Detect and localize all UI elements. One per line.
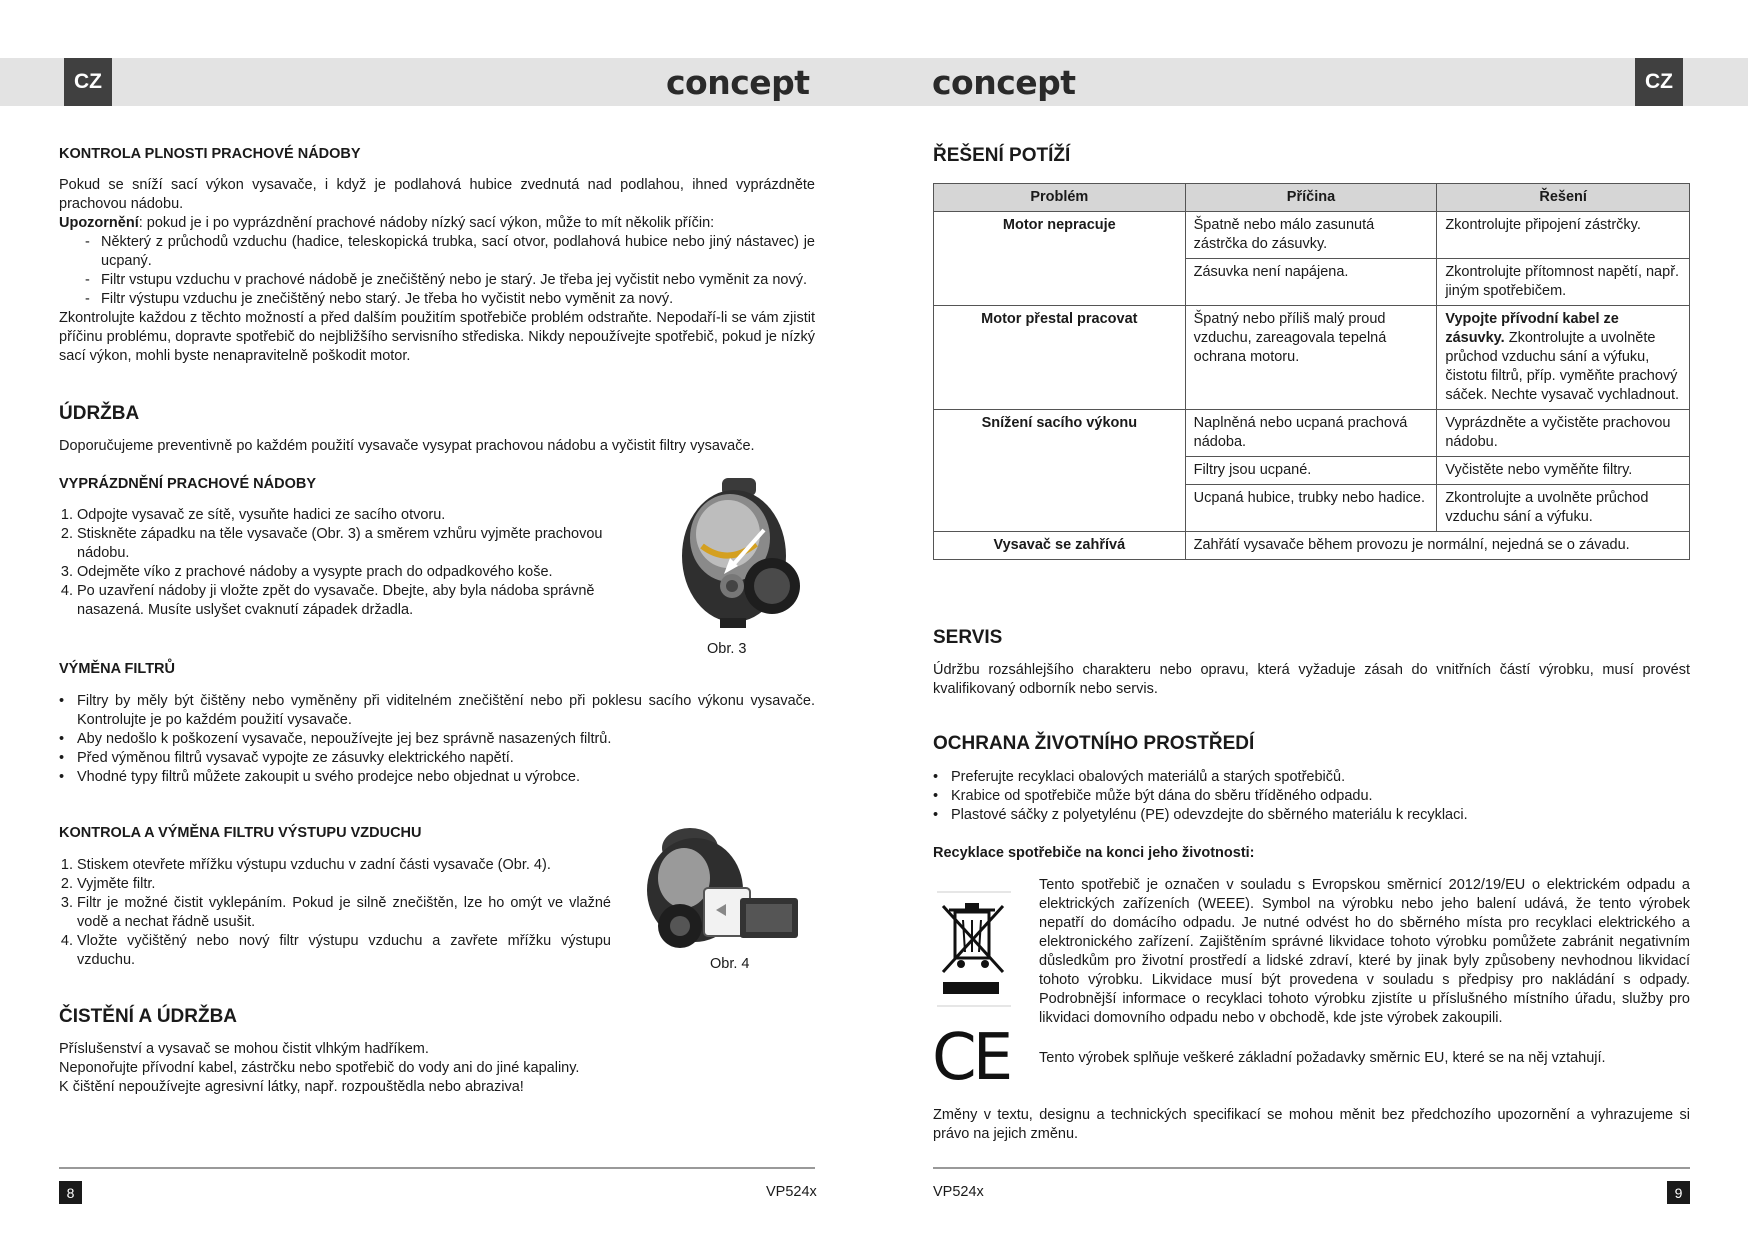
table-row bbox=[934, 212, 1690, 259]
solution-cell: Vyčistěte nebo vyměňte filtry. bbox=[1437, 457, 1690, 485]
bullet-item: • Plastové sáčky z polyetylénu (PE) odevzdejte do sběrného materiálu k recyklaci. bbox=[933, 806, 1690, 825]
figure-4-filter-image bbox=[640, 818, 804, 956]
figure-4-caption: Obr. 4 bbox=[710, 956, 750, 972]
cleaning-line: Neponořujte přívodní kabel, zástrčku nebo spotřebič do vody ani do jiné kapaliny. bbox=[59, 1060, 580, 1076]
cleaning-body bbox=[59, 1040, 815, 1097]
note-label: Upozornění bbox=[59, 215, 139, 231]
bullet-item: • Vhodné typy filtrů můžete zakoupit u svého prodejce nebo objednat u výrobce. bbox=[59, 768, 815, 787]
lang-badge-right: CZ bbox=[1635, 58, 1683, 106]
figure-3-caption: Obr. 3 bbox=[707, 641, 747, 657]
page-number-right: 9 bbox=[1667, 1181, 1690, 1204]
section-title-service: SERVIS bbox=[933, 627, 1003, 648]
header-band bbox=[0, 58, 1748, 106]
logo-right: concept bbox=[932, 62, 1076, 102]
dust-check-paragraph: Pokud se sníží sací výkon vysavače, i když je podlahová hubice zvednutá nad podlahou, ihned vyprázdněte prachovou nádobu. bbox=[59, 177, 815, 212]
step-item: 1. Stiskem otevřete mřížku výstupu vzduchu v zadní části vysavače (Obr. 4). bbox=[77, 856, 611, 875]
footer-rule-right bbox=[933, 1167, 1690, 1169]
troubleshooting-table bbox=[933, 183, 1690, 560]
column-header: Řešení bbox=[1437, 184, 1690, 212]
logo-left: concept bbox=[666, 62, 810, 102]
table-row bbox=[934, 410, 1690, 457]
section-title-outlet-filter: KONTROLA A VÝMĚNA FILTRU VÝSTUPU VZDUCHU bbox=[59, 825, 422, 841]
model-right: VP524x bbox=[933, 1184, 984, 1200]
problem-cell: Vysavač se zahřívá bbox=[934, 532, 1186, 560]
column-header: Příčina bbox=[1185, 184, 1437, 212]
bullet-item: • Preferujte recyklaci obalových materiálů a starých spotřebičů. bbox=[933, 768, 1690, 787]
environment-bullets bbox=[933, 768, 1690, 825]
solution-cell: Vyprázdněte a vyčistěte prachovou nádobu. bbox=[1437, 410, 1690, 457]
step-item: 3. Filtr je možné čistit vyklepáním. Pokud je silně znečištěn, lze ho omýt ve vlažné vodě a nechat řádně usušit. bbox=[77, 894, 611, 932]
cause-cell: Zásuvka není napájena. bbox=[1185, 259, 1437, 306]
cause-cell: Špatný nebo příliš malý proud vzduchu, zareagovala tepelná ochrana motoru. bbox=[1185, 306, 1437, 410]
solution-text: Zkontrolujte a uvolněte průchod vzduchu sání a výfuku, čistotu filtrů, příp. vyměňte prachový sáček. Nechte vysavač vychladnout. bbox=[1445, 330, 1680, 403]
column-header: Problém bbox=[934, 184, 1186, 212]
page-number-left: 8 bbox=[59, 1181, 82, 1204]
step-item: 2. Stiskněte západku na těle vysavače (Obr. 3) a směrem vzhůru vyjměte prachovou nádobu. bbox=[77, 525, 629, 563]
table-row bbox=[934, 532, 1690, 560]
changes-paragraph: Změny v textu, designu a technických specifikací se mohou měnit bez předchozího upozornění a vyhrazujeme si právo na jejich změnu. bbox=[933, 1107, 1690, 1142]
lang-badge-left: CZ bbox=[64, 58, 112, 106]
dust-check-body bbox=[59, 176, 815, 366]
section-title-cleaning: ČISTĚNÍ A ÚDRŽBA bbox=[59, 1006, 238, 1027]
table-row bbox=[934, 306, 1690, 410]
problem-cell: Snížení sacího výkonu bbox=[934, 410, 1186, 532]
cause-cell: Filtry jsou ucpané. bbox=[1185, 457, 1437, 485]
cause-cell: Ucpaná hubice, trubky nebo hadice. bbox=[1185, 485, 1437, 532]
step-item: 1. Odpojte vysavač ze sítě, vysuňte hadici ze sacího otvoru. bbox=[77, 506, 629, 525]
solution-cell: Zkontrolujte přítomnost napětí, např. jiným spotřebičem. bbox=[1437, 259, 1690, 306]
bullet-item: • Filtry by měly být čištěny nebo vyměněny při viditelném znečištění nebo při poklesu sacího výkonu vysavače. Kontrolujte je po každém použití vysavače. bbox=[59, 692, 815, 730]
section-title-filter-replacement: VÝMĚNA FILTRŮ bbox=[59, 661, 175, 677]
model-left: VP524x bbox=[766, 1184, 817, 1200]
weee-bin-icon bbox=[933, 890, 1015, 1008]
note-text: : pokud je i po vyprázdnění prachové nádoby nízký sací výkon, může to mít několik příčin: bbox=[138, 215, 715, 231]
maintenance-paragraph: Doporučujeme preventivně po každém použití vysavače vysypat prachovou nádobu a vyčistit filtry vysavače. bbox=[59, 438, 755, 454]
solution-bold: Vypojte přívodní kabel ze zásuvky. bbox=[1445, 311, 1619, 346]
footer-rule-left bbox=[59, 1167, 815, 1169]
bullet-item: • Před výměnou filtrů vysavač vypojte ze zásuvky elektrického napětí. bbox=[59, 749, 815, 768]
ce-mark: CE bbox=[932, 1021, 1010, 1095]
step-item: 4. Po uzavření nádoby ji vložte zpět do vysavače. Dbejte, aby byla nádoba správně nasazená. Musíte uslyšet cvaknutí západek držadla. bbox=[77, 582, 629, 620]
filter-bullets bbox=[59, 692, 815, 787]
cause-cell: Špatně nebo málo zasunutá zástrčka do zásuvky. bbox=[1185, 212, 1437, 259]
cause-cell: Naplněná nebo ucpaná prachová nádoba. bbox=[1185, 410, 1437, 457]
recycling-title: Recyklace spotřebiče na konci jeho životnosti: bbox=[933, 845, 1255, 861]
problem-cell: Motor nepracuje bbox=[934, 212, 1186, 306]
outlet-filter-steps bbox=[59, 856, 611, 970]
section-title-environment: OCHRANA ŽIVOTNÍHO PROSTŘEDÍ bbox=[933, 733, 1255, 754]
table-header-row bbox=[934, 184, 1690, 212]
dust-check-conclusion: Zkontrolujte každou z těchto možností a před dalším použitím spotřebiče problém odstraňte. Nepodaří-li se vám zjistit příčinu problému, dopravte spotřebič do nejbližšího servisního střediska. Nikdy nepoužívejte spotřebič, pokud je nízký sací výkon, mohli byste nenapravitelně poškodit motor. bbox=[59, 310, 815, 364]
cleaning-line: Příslušenství a vysavač se mohou čistit vlhkým hadříkem. bbox=[59, 1041, 429, 1057]
solution-cell bbox=[1437, 306, 1690, 410]
solution-cell: Zkontrolujte a uvolněte průchod vzduchu sání a výfuku. bbox=[1437, 485, 1690, 532]
solution-cell: Zkontrolujte připojení zástrčky. bbox=[1437, 212, 1690, 259]
cleaning-line: K čištění nepoužívejte agresivní látky, např. rozpouštědla nebo abraziva! bbox=[59, 1079, 524, 1095]
section-title-maintenance: ÚDRŽBA bbox=[59, 403, 140, 424]
step-item: 3. Odejměte víko z prachové nádoby a vysypte prach do odpadkového koše. bbox=[77, 563, 629, 582]
ce-paragraph: Tento výrobek splňuje veškeré základní požadavky směrnic EU, které se na něj vztahují. bbox=[1039, 1050, 1606, 1066]
cause-item: - Některý z průchodů vzduchu (hadice, teleskopická trubka, sací otvor, podlahová hubice nebo jiný nástavec) je ucpaný. bbox=[59, 233, 815, 271]
problem-cell: Motor přestal pracovat bbox=[934, 306, 1186, 410]
section-title-troubleshooting: ŘEŠENÍ POTÍŽÍ bbox=[933, 145, 1071, 166]
section-title-emptying: VYPRÁZDNĚNÍ PRACHOVÉ NÁDOBY bbox=[59, 476, 316, 492]
bullet-item: • Krabice od spotřebiče může být dána do sběru tříděného odpadu. bbox=[933, 787, 1690, 806]
recycling-paragraph: Tento spotřebič je označen v souladu s Evropskou směrnicí 2012/19/EU o elektrickém odpadu a elektrických zařízeních (WEEE). Symbol na výrobku nebo jeho balení udává, že tento výrobek nepatří do domácího odpadu. Je nutné odvést ho do sběrného místa pro recyklaci elektrického a elektronického zařízení. Zajištěním správné likvidace tohoto výrobku pomůžete zabránit negativním důsledkům pro životní prostředí a lidské zdraví, které by jinak byly způsobeny nevhodnou likvidací tohoto výrobku. Likvidace musí být provedena v souladu s předpisy pro nakládání s odpady. Podrobnější informace o recyklaci tohoto výrobku zjistíte u příslušného místního úřadu, služby pro likvidaci domovního odpadu nebo v obchodě, kde jste výrobek zakoupili. bbox=[1039, 877, 1690, 1026]
step-item: 4. Vložte vyčištěný nebo nový filtr výstupu vzduchu a zavřete mřížku výstupu vzduchu. bbox=[77, 932, 611, 970]
cause-item: - Filtr výstupu vzduchu je znečištěný nebo starý. Je třeba ho vyčistit nebo vyměnit za nový. bbox=[59, 290, 815, 309]
section-title-dust-check: KONTROLA PLNOSTI PRACHOVÉ NÁDOBY bbox=[59, 146, 361, 162]
dust-check-note bbox=[59, 214, 815, 233]
bullet-item: • Aby nedošlo k poškození vysavače, nepoužívejte jej bez správně nasazených filtrů. bbox=[59, 730, 815, 749]
emptying-steps bbox=[59, 506, 629, 620]
cause-item: - Filtr vstupu vzduchu v prachové nádobě je znečištěný nebo je starý. Je třeba jej vyčistit nebo vyměnit za nový. bbox=[59, 271, 815, 290]
figure-3-vacuum-image bbox=[672, 476, 802, 634]
cause-cell: Zahřátí vysavače během provozu je normální, nejedná se o závadu. bbox=[1185, 532, 1689, 560]
step-item: 2. Vyjměte filtr. bbox=[77, 875, 611, 894]
service-paragraph: Údržbu rozsáhlejšího charakteru nebo opravu, která vyžaduje zásah do vnitřních částí výrobku, musí provést kvalifikovaný odborník nebo servis. bbox=[933, 662, 1690, 697]
